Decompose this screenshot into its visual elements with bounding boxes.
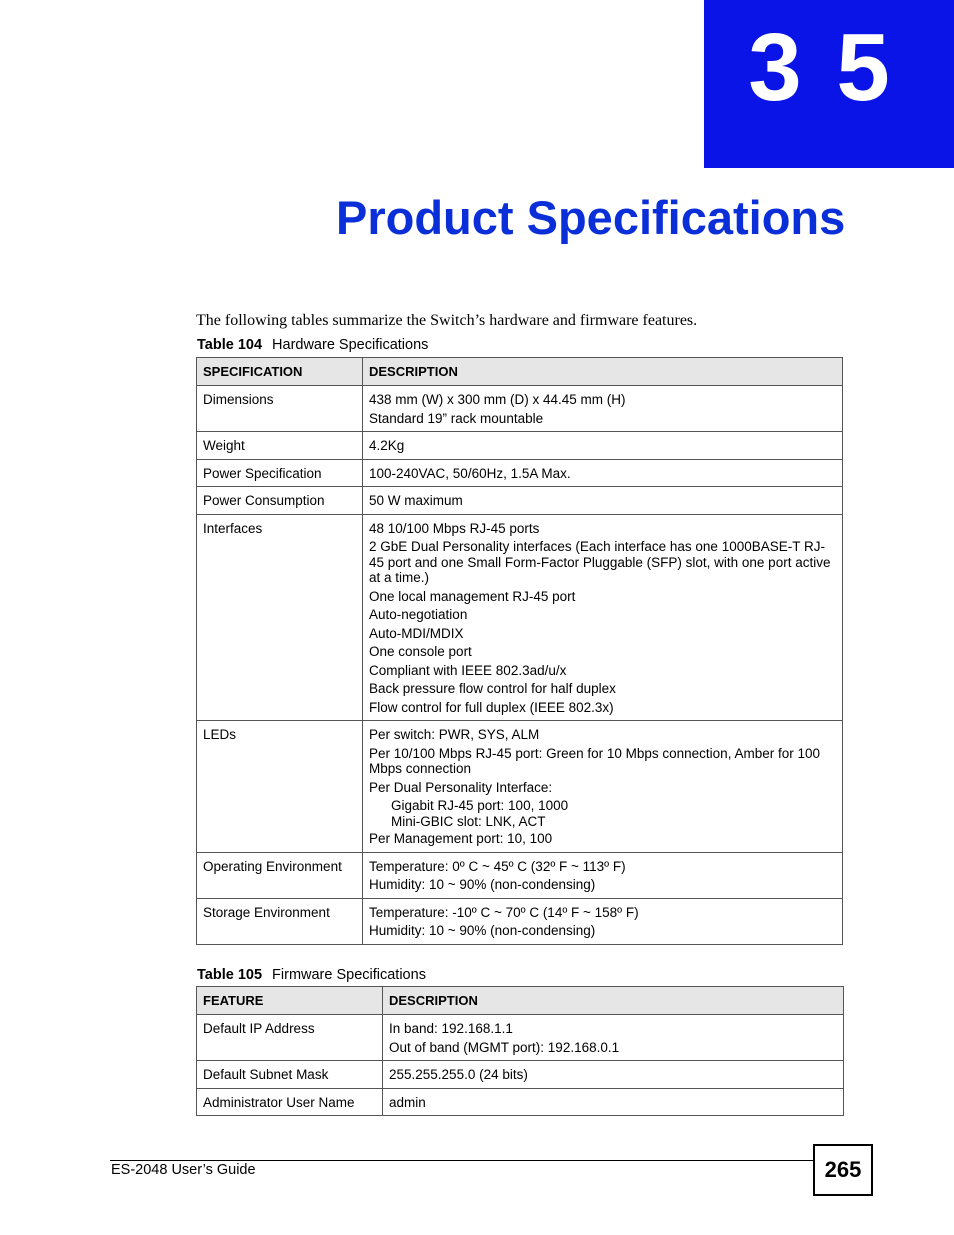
column-header: DESCRIPTION [363,358,843,386]
table-row [197,1061,844,1089]
column-header: SPECIFICATION [197,358,363,386]
description-line: 4.2Kg [369,438,405,453]
table-row [197,898,843,944]
table-row [197,852,843,898]
feature-description [383,1088,844,1116]
table-header-row [197,358,843,386]
hardware-table-caption [197,337,428,353]
description-line: One console port [369,644,472,659]
caption-label: Table 104 [197,337,263,353]
description-line: Per switch: PWR, SYS, ALM [369,727,540,742]
feature-name: Administrator User Name [197,1088,383,1116]
table-row [197,487,843,515]
spec-name: Storage Environment [197,898,363,944]
spec-description [363,898,843,944]
table-header-row [197,987,844,1015]
spec-description [363,721,843,853]
footer-rule [110,1160,813,1161]
description-line: Flow control for full duplex (IEEE 802.3x) [369,699,614,715]
page-number: 265 [813,1144,873,1196]
chapter-number-box [704,0,954,168]
spec-description [363,386,843,432]
chapter-number: 3 5 [748,14,894,121]
description-line: Standard 19” rack mountable [369,410,544,426]
spec-description [363,487,843,515]
spec-description [363,459,843,487]
description-line: Humidity: 10 ~ 90% (non-condensing) [369,877,596,892]
spec-description [363,852,843,898]
description-line: Back pressure flow control for half duplex [369,681,616,696]
description-line: Auto-negotiation [369,607,468,622]
spec-name: Power Specification [197,459,363,487]
spec-name: Weight [197,432,363,460]
intro-paragraph: The following tables summarize the Switch’s hardware and firmware features. [196,312,698,329]
spec-name: Dimensions [197,386,363,432]
feature-description [383,1061,844,1089]
description-line: 48 10/100 Mbps RJ-45 ports [369,520,540,536]
table-row [197,432,843,460]
spec-description [363,514,843,721]
table-row [197,514,843,721]
spec-name: LEDs [197,721,363,853]
feature-name: Default Subnet Mask [197,1061,383,1089]
feature-description [383,1015,844,1061]
table-row [197,459,843,487]
description-line: Mini-GBIC slot: LNK, ACT [391,813,546,829]
description-line: 50 W maximum [369,493,463,508]
caption-label: Table 105 [197,967,263,983]
column-header: FEATURE [197,987,383,1015]
description-line: 2 GbE Dual Personality interfaces (Each interface has one 1000BASE-T RJ-45 port and one Small Form-Factor Pluggable (SFP) slot, with one port active at a time.) [369,539,831,585]
description-line: 100-240VAC, 50/60Hz, 1.5A Max. [369,465,571,481]
description-line: Auto-MDI/MDIX [369,625,464,641]
table-row [197,1015,844,1061]
description-line: Per Management port: 10, 100 [369,831,553,846]
firmware-specifications-table [196,986,844,1116]
description-line: Out of band (MGMT port): 192.168.0.1 [389,1039,620,1055]
spec-name: Interfaces [197,514,363,721]
description-line: Per Dual Personality Interface: [369,779,553,795]
description-line: Temperature: -10º C ~ 70º C (14º F ~ 158º F) [369,904,639,920]
description-line: admin [389,1094,426,1110]
table-row [197,1088,844,1116]
caption-title: Firmware Specifications [272,967,426,983]
spec-name: Operating Environment [197,852,363,898]
firmware-table-caption [197,967,426,983]
description-line: One local management RJ-45 port [369,588,576,604]
table-row [197,721,843,853]
table-row [197,386,843,432]
spec-description [363,432,843,460]
description-line: Temperature: 0º C ~ 45º C (32º F ~ 113º F) [369,858,626,874]
footer-guide-title: ES-2048 User’s Guide [111,1162,256,1178]
description-line: Humidity: 10 ~ 90% (non-condensing) [369,923,596,938]
description-line: Gigabit RJ-45 port: 100, 1000 [391,798,569,813]
caption-title: Hardware Specifications [272,337,429,353]
hardware-specifications-table [196,357,843,945]
description-line: Compliant with IEEE 802.3ad/u/x [369,662,567,678]
page-title: Product Specifications [336,191,846,244]
feature-name: Default IP Address [197,1015,383,1061]
column-header: DESCRIPTION [383,987,844,1015]
description-line: 255.255.255.0 (24 bits) [389,1067,528,1082]
description-line: 438 mm (W) x 300 mm (D) x 44.45 mm (H) [369,392,626,407]
description-line: Per 10/100 Mbps RJ-45 port: Green for 10 Mbps connection, Amber for 100 Mbps connection [369,745,820,776]
description-line: In band: 192.168.1.1 [389,1021,513,1036]
spec-name: Power Consumption [197,487,363,515]
